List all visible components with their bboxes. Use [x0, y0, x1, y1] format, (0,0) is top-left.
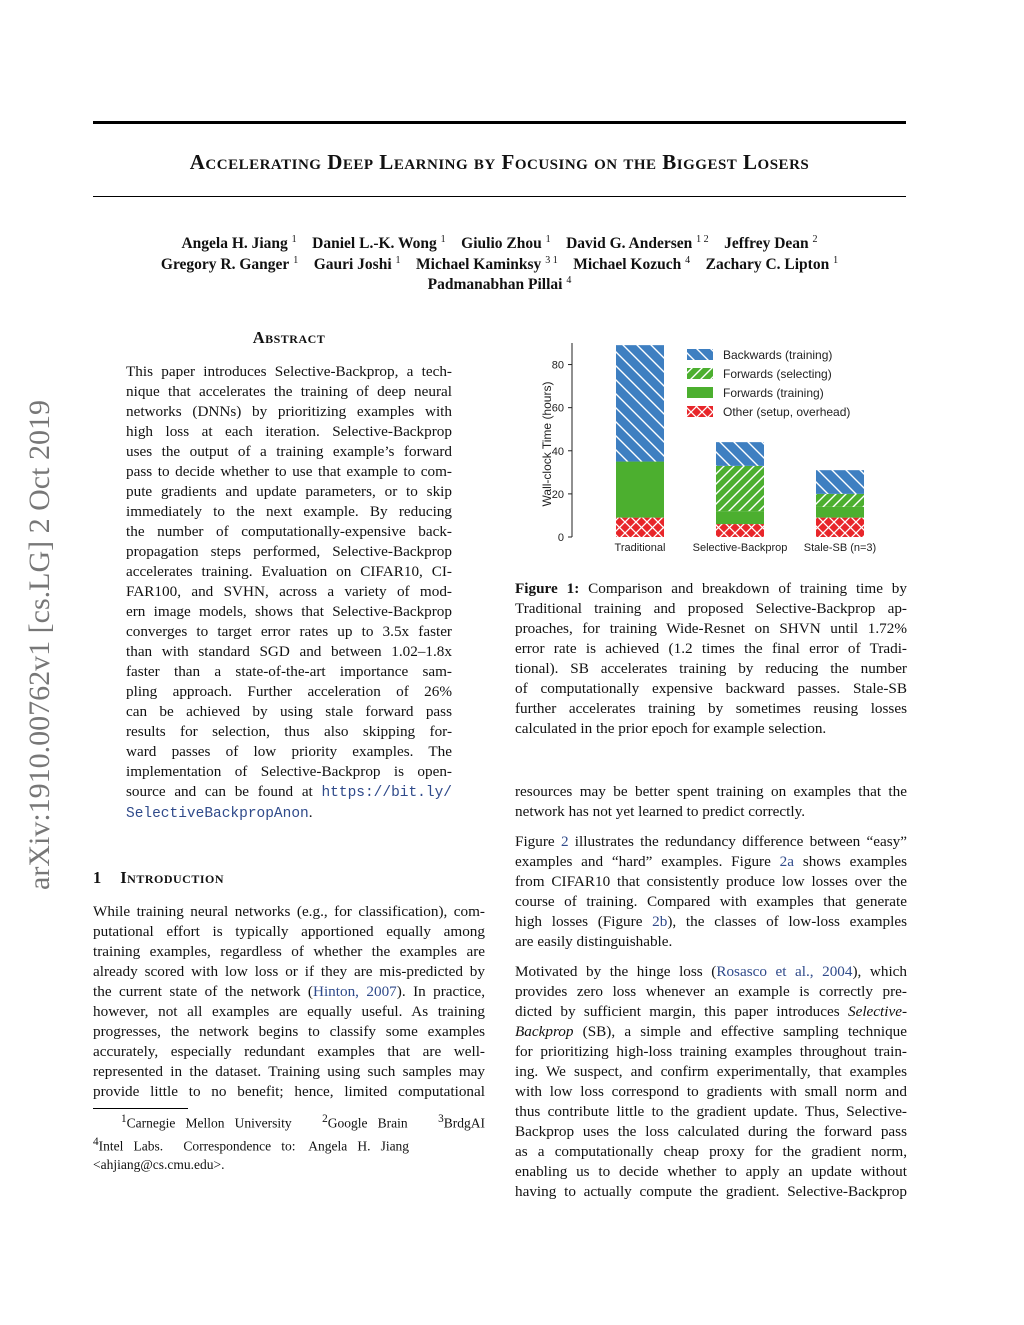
text-line: putational effort is typically apportioned equally among: [93, 923, 485, 940]
text-line: high loss at each iteration. Selective-Backprop: [126, 423, 452, 440]
legend-swatch: [687, 349, 713, 360]
text-line: propagation steps performed, Selective-Backprop: [126, 543, 452, 560]
caption-line: proaches, for training Wide-Resnet on SHVN until 1.72%: [515, 620, 907, 637]
bar-segment: [816, 494, 864, 507]
text-line: accurately, especially redundant examples that are well-: [93, 1043, 485, 1060]
y-axis-label: Wall-clock Time (hours): [540, 381, 554, 507]
text-line: accelerates training. Evaluation on CIFAR10, CI-: [126, 563, 452, 580]
author-name: Gregory R. Ganger: [160, 256, 290, 274]
caption-line: Figure 1: Comparison and breakdown of training time by: [515, 580, 907, 597]
text-line: implementation of Selective-Backprop is open-: [126, 763, 452, 780]
bar-segment: [816, 518, 864, 537]
author-name: Daniel L.-K. Wong: [312, 235, 437, 253]
author-affiliation: 2: [812, 234, 818, 245]
text-line: for prioritizing high-loss training examples throughout train-: [515, 1043, 907, 1060]
footnote-aff-google: Google Brain: [327, 1115, 408, 1131]
text-line: ing. We suspect, and confirm experimentally, that examples: [515, 1063, 907, 1080]
paper-title: Accelerating Deep Learning by Focusing on the Biggest Losers: [189, 150, 810, 174]
author-name: Angela H. Jiang: [181, 235, 288, 253]
caption-line: Traditional training and proposed Selective-Backprop ap-: [515, 600, 907, 617]
text-line: This paper introduces Selective-Backprop, a tech-: [126, 363, 452, 380]
caption-line: error rate is achieved (1.2 times the final error of Tradi-: [515, 640, 907, 657]
text-line: pling approach. Further acceleration of 26%: [126, 683, 452, 700]
text-line: converges to target error rates up to 3.5x faster: [126, 623, 452, 640]
author-affiliation: 1: [545, 234, 551, 245]
text-line: nique that accelerates the training of deep neural: [126, 383, 452, 400]
text-line: as a computationally cheap proxy for the gradient norm,: [515, 1143, 907, 1160]
bar-segment: [616, 462, 664, 518]
text-line: training examples, regardless of whether the examples are: [93, 943, 485, 960]
text-line: While training neural networks (e.g., for classification), com-: [93, 903, 485, 920]
code-url-link-cont[interactable]: SelectiveBackpropAnon: [126, 806, 309, 822]
text-line: provide little to no benefit; hence, limited computational: [93, 1083, 485, 1100]
text-line: networks (DNNs) by prioritizing examples with: [126, 403, 452, 420]
text-line: Backprop uses the loss calculated during the forward pass: [515, 1123, 907, 1140]
intro-number: 1: [93, 868, 102, 887]
text-line: immediately to the next example. By reducing: [126, 503, 452, 520]
text-line: pute gradients and update parameters, or to skip: [126, 483, 452, 500]
title-top-rule: [93, 121, 906, 124]
text-line: enabling us to decide whether to apply an update without: [515, 1163, 907, 1180]
text-line: results for selection, thus also skipping for-: [126, 723, 452, 740]
caption-line: tional). SB accelerates training by reducing the number: [515, 660, 907, 677]
author-affiliation: 1: [833, 255, 839, 266]
author-name: Michael Kaminksy: [416, 256, 542, 274]
abstract-body: This paper introduces Selective-Backprop, a tech- nique that accelerates the training of deep neural networks (DNNs) by prioritizing examples with high loss at each iteration. Selective-Backprop uses the output of a training example’s forward pass to decide whether to use that example to com- pute gradients and update parameters, or to skip immediately to the next example. By reducing the number of computationally-expensive back- propagation steps performed, Selective-Backprop accelerates training. Evaluation on CIFAR10, CI- FAR100, and SVHN, across a variety of mod- ern image models, shows that Selective-Backprop converges to target error rates up to 3.5x faster than with standard SGD and between 1.02–1.8x faster than a state-of-the-art importance sam- pling approach. Further acceleration of 26% can be achieved by using stale forward pass results for selection, thus also skipping for- ward passes of low priority examples. The implementation of Selective-Backprop is open- source and can be found at https://bit.ly/ SelectiveBackpropAnon.: [126, 363, 452, 822]
intro-title: Introduction: [120, 868, 225, 887]
hinton-citation[interactable]: Hinton, 2007: [312, 983, 397, 1000]
intro-body: While training neural networks (e.g., for classification), com- putational effort is typically apportioned equally among training examples, regardless of whether the examples are already scored with low loss or if they are mis-predicted by the current state of the network (Hinton, 2007). In practice, however, not all examples are equally useful. As training progresses, the network begins to classify some examples accurately, especially redundant examples that are well- represented in the dataset. Training using such samples may provide little to no benefit; hence, limited computational: [93, 903, 485, 1100]
text-line: however, not all examples are equally useful. As training: [93, 1003, 485, 1020]
bar-segment: [716, 442, 764, 466]
text-line: uses the output of a training example’s forward: [126, 443, 452, 460]
bar-segment: [616, 518, 664, 537]
text-line: can be achieved by using stale forward pass: [126, 703, 452, 720]
text-line: already scored with low loss or if they are mis-predicted by: [93, 963, 485, 980]
x-tick-label: Selective-Backprop: [692, 542, 788, 554]
text-line: faster than a state-of-the-art importance sam-: [126, 663, 452, 680]
legend-label: Backwards (training): [723, 348, 833, 362]
text-line: resources may be better spent training on examples that the: [515, 783, 907, 800]
legend-label: Forwards (training): [723, 386, 824, 400]
text-line: thus contribute little to the gradient update. Thus, Selective-: [515, 1103, 907, 1120]
text-line: FAR100, and SVHN, across a variety of mod-: [126, 583, 452, 600]
y-tick-label: 40: [551, 445, 564, 458]
bar-segment: [616, 345, 664, 461]
text-line: network has not yet learned to predict correctly.: [515, 803, 805, 820]
bar-segment: [716, 511, 764, 524]
author-name: Michael Kozuch: [573, 256, 682, 274]
y-tick-label: 80: [551, 359, 564, 372]
arxiv-side-label: [10, 355, 70, 935]
legend-label: Forwards (selecting): [723, 367, 832, 381]
right-col-p1: [515, 782, 907, 822]
author-name: Padmanabhan Pillai: [427, 276, 563, 294]
authors-line-3: [93, 275, 906, 294]
legend-swatch: [687, 368, 713, 379]
y-tick-label: 20: [551, 488, 564, 501]
bar-segment: [816, 507, 864, 518]
footnote: $^1$Carnegie Mellon University $^2$Google Brain $^3$BrdgAI $^4$Intel Labs. Correspondence to: Angela H. Jiang <ahjiang@cs.cmu.edu>.: [93, 1113, 485, 1172]
figure-2-ref[interactable]: 2: [560, 833, 569, 850]
code-url-link[interactable]: https://bit.ly/: [321, 785, 452, 801]
author-affiliation: 1 2: [696, 234, 709, 245]
figure-2a-ref[interactable]: 2a: [779, 853, 795, 870]
right-col-p2: Figure 2 illustrates the redundancy difference between “easy” examples and “hard” examples. Figure 2a shows examples from CIFAR10 that consistently produce low losses over the course of training. Compared with examples that generate high losses (Figure 2b), the classes of low-loss examples are easily distinguishable.: [515, 833, 907, 950]
y-tick-label: 0: [557, 532, 564, 544]
author-affiliation: 1: [395, 255, 401, 266]
text-line: pass to decide whether to use that example to com-: [126, 463, 452, 480]
text-line: ward passes of low priority examples. The: [126, 743, 452, 760]
intro-heading: [93, 868, 224, 888]
authors-line-2: [93, 255, 906, 274]
legend-swatch: [687, 387, 713, 398]
bar-segment: [816, 470, 864, 494]
rosasco-citation[interactable]: Rosasco et al., 2004: [716, 963, 853, 980]
author-name: Zachary C. Lipton: [705, 256, 830, 274]
right-col-p3: Motivated by the hinge loss (Rosasco et al., 2004), which provides zero loss whenever an example is correctly pre- dicted by sufficient margin, this paper introduces Selective- Backprop (SB), a simple and effective sampling technique for prioritizing high-loss training examples throughout train- ing. We suspect, and confirm experimentally, that examples with low loss correspond to gradients with small norm and thus contribute little to the gradient update. Thus, Selective- Backprop uses the loss calculated during the forward pass as a computationally cheap proxy for the gradient norm, enabling us to decide whether to apply an update without having to actually compute the gradient. Selective-Backprop: [515, 963, 907, 1200]
author-name: Gauri Joshi: [313, 256, 392, 274]
x-tick-label: Stale-SB (n=3): [803, 542, 877, 554]
abstract-heading: Abstract: [252, 328, 326, 347]
legend-label: Other (setup, overhead): [723, 405, 851, 419]
footnote-email: <ahjiang@cs.cmu.edu>.: [93, 1157, 225, 1172]
caption-line: calculated in the prior epoch for example selection.: [515, 720, 827, 737]
footnote-aff-brdgai: BrdgAI: [443, 1115, 485, 1131]
authors-line-1: [93, 234, 906, 253]
author-name: Jeffrey Dean: [724, 235, 809, 253]
text-line: the number of computationally-expensive back-: [126, 523, 452, 540]
author-name: David G. Andersen: [566, 235, 693, 253]
author-affiliation: 1: [293, 255, 299, 266]
text-line: progresses, the network begins to classify some examples: [93, 1023, 485, 1040]
author-affiliation: 4: [566, 275, 572, 286]
figure-2b-ref[interactable]: 2b: [652, 913, 668, 930]
author-affiliation: 1: [440, 234, 446, 245]
y-tick-label: 60: [551, 402, 564, 415]
figure-1-caption: [515, 579, 907, 739]
title-bottom-rule: [93, 196, 906, 197]
author-affiliation: 4: [685, 255, 691, 266]
bar-segment: [716, 466, 764, 511]
caption-line: of computationally expensive backward passes. Stale-SB: [515, 680, 907, 697]
caption-label: Figure 1:: [515, 580, 580, 597]
footnote-aff-intel: Intel Labs. Correspondence to: Angela H. Jiang: [98, 1138, 410, 1153]
arxiv-id: arXiv:1910.00762v1 [cs.LG] 2 Oct 2019: [23, 400, 56, 890]
figure-1-chart: [515, 335, 907, 565]
x-tick-label: Traditional: [614, 542, 666, 554]
author-affiliation: 1: [291, 234, 297, 245]
bar-segment: [716, 524, 764, 537]
legend-swatch: [687, 406, 713, 417]
author-name: Giulio Zhou: [461, 235, 542, 253]
author-affiliation: 3 1: [545, 255, 558, 266]
text-line: represented in the dataset. Training using such samples may: [93, 1063, 485, 1080]
footnote-aff-cmu: Carnegie Mellon University: [126, 1115, 292, 1131]
text-line: ern image models, shows that Selective-Backprop: [126, 603, 452, 620]
footnote-rule: [93, 1108, 188, 1109]
caption-line: further accelerates training by sometimes reusing losses: [515, 700, 907, 717]
text-line: with low loss correspond to gradients with small norm and: [515, 1083, 907, 1100]
text-line: than with standard SGD and between 1.02–1.8x: [126, 643, 452, 660]
text-line: having to actually compute the gradient. Selective-Backprop: [515, 1183, 907, 1200]
